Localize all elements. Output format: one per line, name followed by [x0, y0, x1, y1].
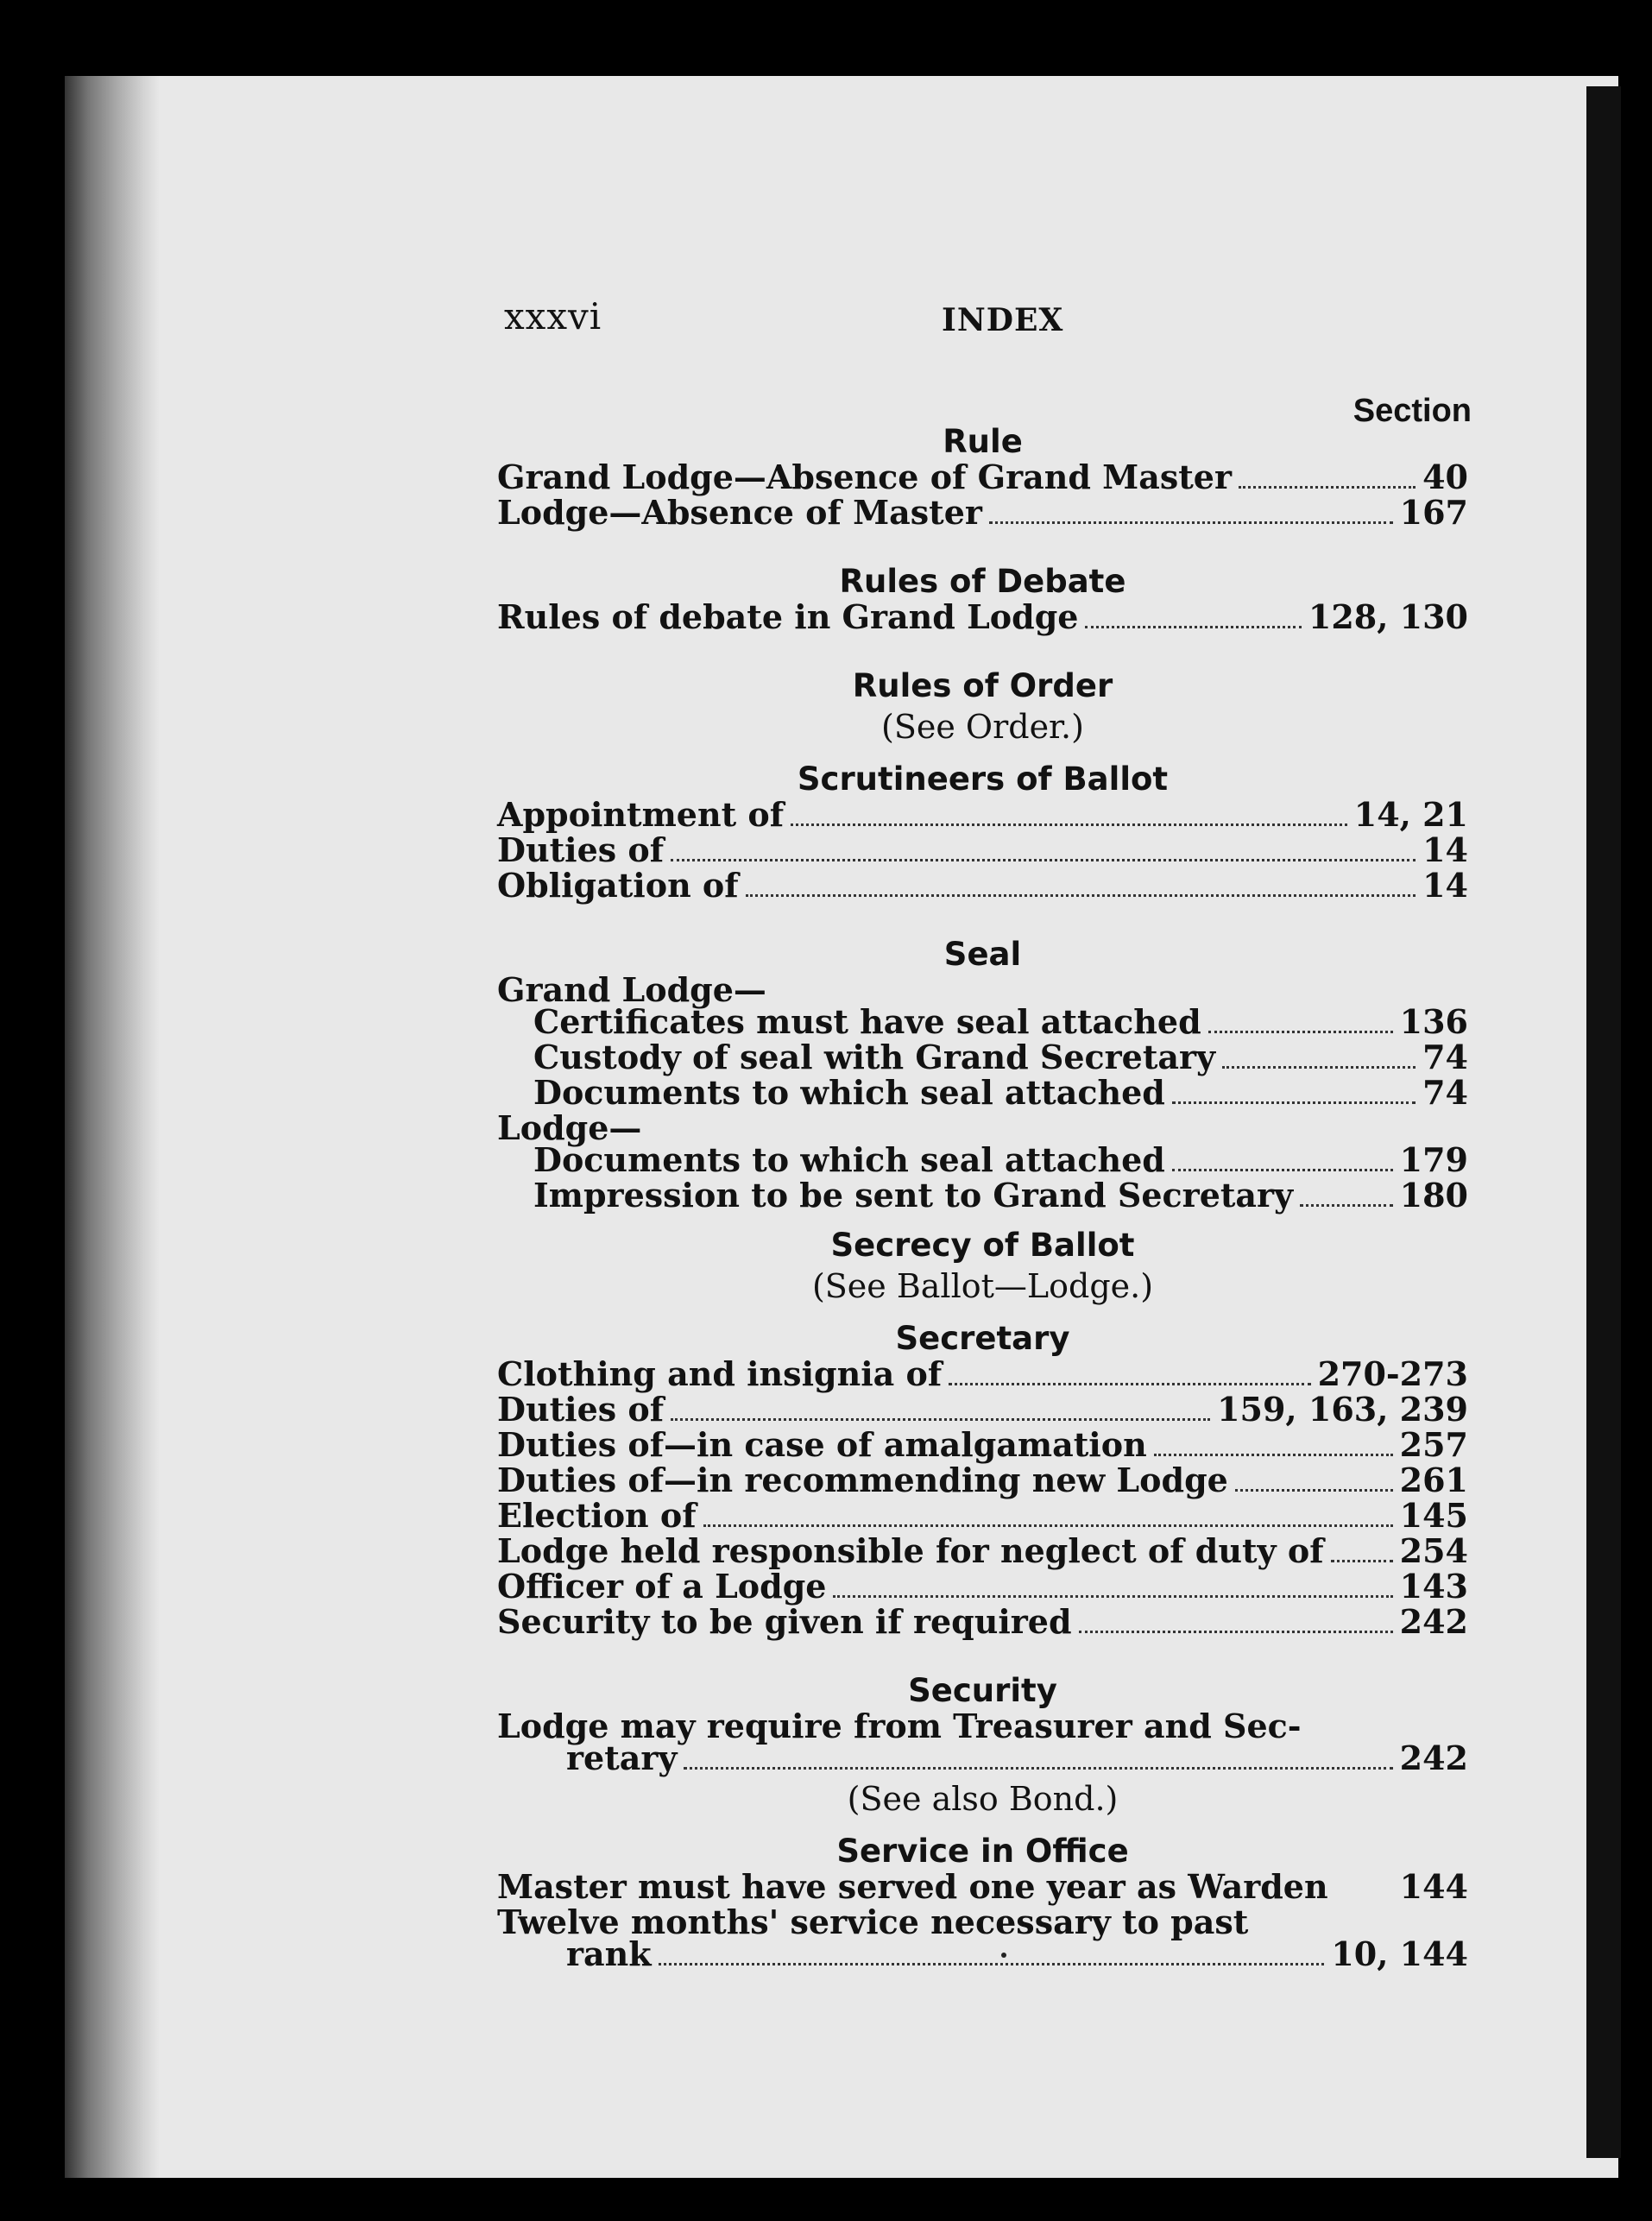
index-page-content: [497, 285, 1472, 1973]
index-entry: Master must have served one year as Warden 144: [497, 1867, 1468, 1906]
index-entry-first-line: Lodge may require from Treasurer and Sec-: [497, 1707, 1302, 1745]
index-entry: Certificates must have seal attached 136: [533, 1002, 1468, 1041]
index-entry: Duties of—in recommending new Lodge 261: [497, 1461, 1468, 1499]
index-entry: Grand Lodge—Absence of Grand Master 40: [497, 457, 1468, 496]
see-reference: (See Ballot—Lodge.): [811, 1267, 1154, 1305]
section-heading: Rule: [943, 423, 1023, 460]
index-entry: rank 10, 144: [566, 1934, 1468, 1973]
index-entry: Clothing and insignia of 270-273: [497, 1354, 1468, 1393]
index-entry: Security to be given if required 242: [497, 1602, 1468, 1641]
index-entry: Rules of debate in Grand Lodge 128, 130: [497, 597, 1468, 636]
running-title: INDEX: [942, 302, 1064, 338]
running-head: [497, 285, 1468, 345]
index-entry: Duties of 14: [497, 830, 1468, 869]
page-number: xxxvi: [504, 295, 602, 338]
index-entry: Documents to which seal attached 74: [533, 1073, 1468, 1112]
section-heading: Service in Office: [836, 1833, 1129, 1870]
subgroup-label: Grand Lodge—: [497, 970, 766, 1009]
page-binding-shadow: [65, 76, 160, 2178]
page-edge-shadow: [1586, 86, 1621, 2158]
ink-speck: [1001, 1953, 1006, 1958]
index-entry: Duties of 159, 163, 239: [497, 1390, 1468, 1429]
index-entry: Officer of a Lodge 143: [497, 1567, 1468, 1606]
column-label: Section: [1352, 393, 1472, 429]
section-heading: Security: [908, 1672, 1057, 1709]
section-heading: Secretary: [895, 1320, 1070, 1357]
section-heading: Secrecy of Ballot: [830, 1227, 1135, 1264]
index-entry: Appointment of 14, 21: [497, 795, 1468, 834]
index-entry: Duties of—in case of amalgamation 257: [497, 1425, 1468, 1464]
index-entry: Obligation of 14: [497, 866, 1468, 905]
see-reference: (See Order.): [881, 708, 1084, 746]
index-entry: Lodge—Absence of Master 167: [497, 493, 1468, 532]
index-entry: Custody of seal with Grand Secretary 74: [533, 1038, 1468, 1076]
section-heading: Rules of Debate: [839, 563, 1126, 600]
index-entry: Lodge held responsible for neglect of duty of 254: [497, 1531, 1468, 1570]
section-heading: Scrutineers of Ballot: [797, 760, 1169, 798]
index-entry: Election of 145: [497, 1496, 1468, 1535]
section-heading: Rules of Order: [852, 667, 1113, 704]
subgroup-label: Lodge—: [497, 1108, 642, 1147]
index-entry: Documents to which seal attached 179: [533, 1140, 1468, 1179]
section-heading: Seal: [943, 936, 1022, 973]
index-entry: Impression to be sent to Grand Secretary 180: [533, 1176, 1468, 1215]
index-entry-first-line: Twelve months' service necessary to past: [497, 1902, 1249, 1941]
index-entry: retary 242: [566, 1738, 1468, 1777]
see-reference: (See also Bond.): [847, 1780, 1119, 1818]
